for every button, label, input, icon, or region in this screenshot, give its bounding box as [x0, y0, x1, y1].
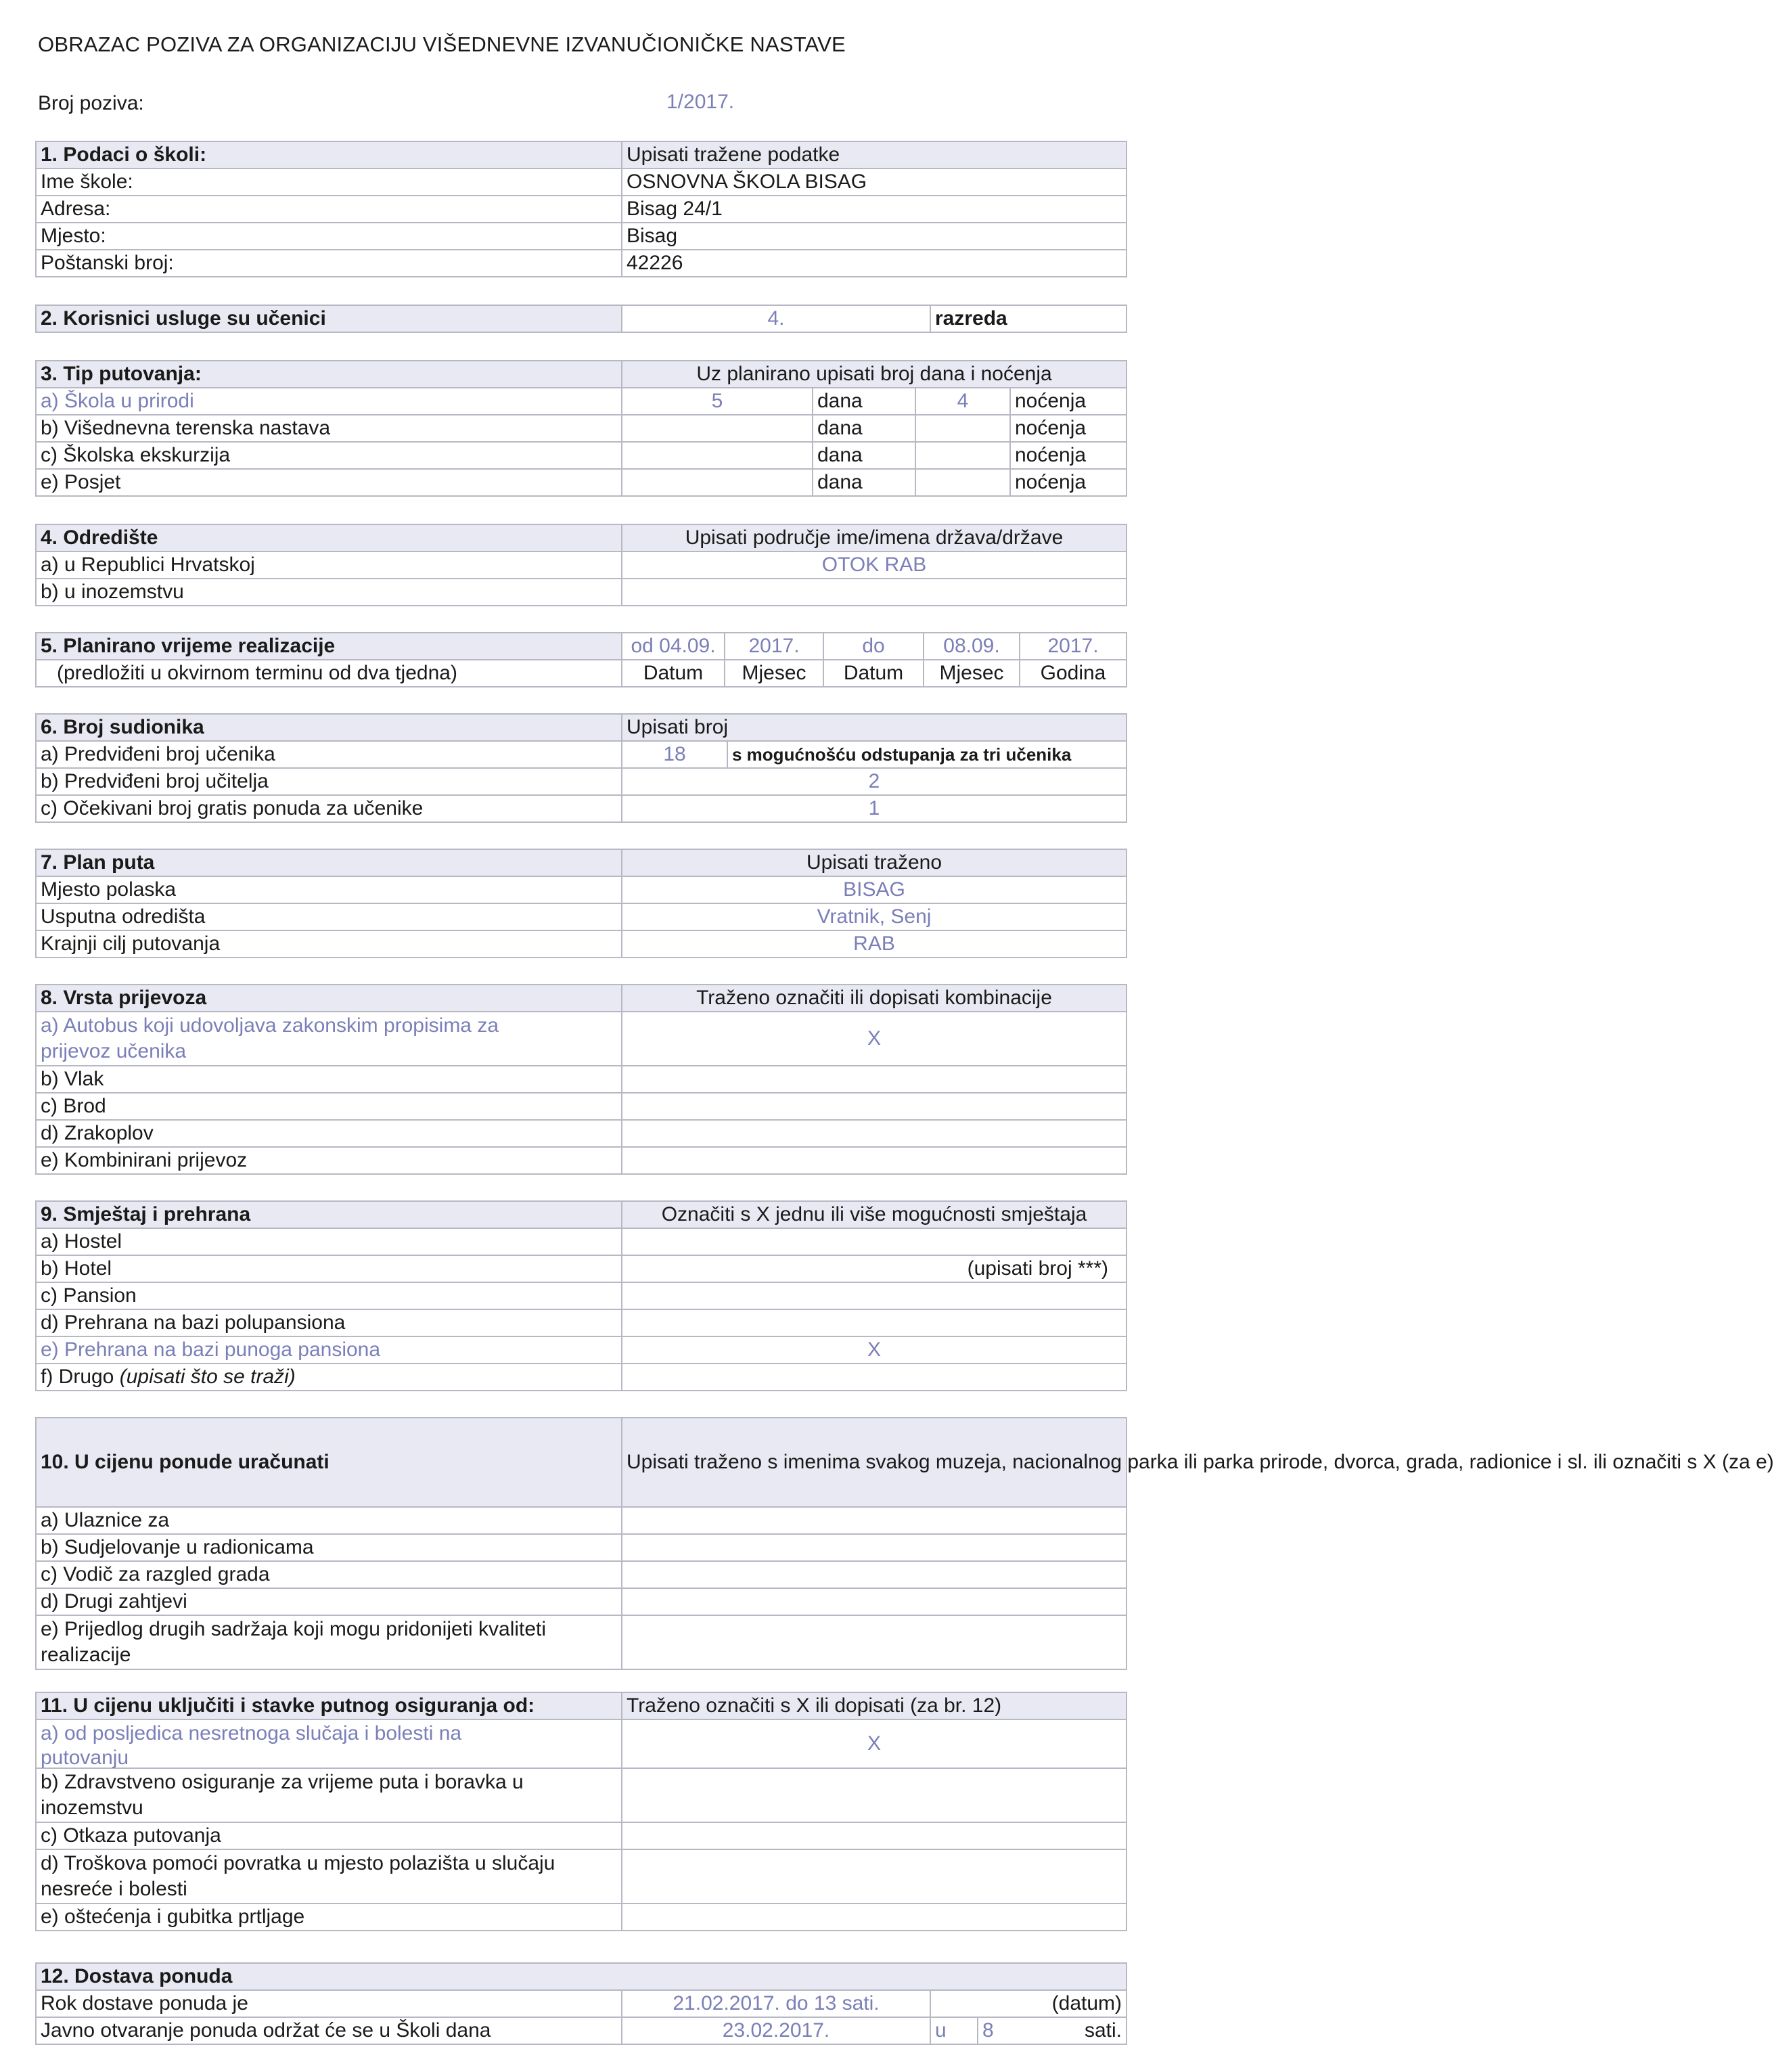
tickets-label: a) Ulaznice za — [36, 1507, 622, 1534]
half-board-label: d) Prehrana na bazi polupansiona — [36, 1309, 622, 1336]
accommodation-other-note: (upisati što se traži) — [119, 1366, 296, 1388]
section-title: 2. Korisnici usluge su učenici — [36, 305, 622, 332]
transport-bus-mark: X — [622, 1012, 1127, 1066]
nights-label: noćenja — [1010, 388, 1127, 415]
accommodation-other-label — [36, 1364, 622, 1391]
year-to-value: 2017. — [1020, 633, 1127, 660]
accommodation-pansion-label: c) Pansion — [36, 1282, 622, 1309]
section-title: 10. U cijenu ponude uračunati — [36, 1418, 622, 1507]
column-label: Datum — [823, 660, 924, 687]
accommodation-hostel-label: a) Hostel — [36, 1228, 622, 1255]
address-value: Bisag 24/1 — [622, 196, 1127, 223]
full-board-label: e) Prehrana na bazi punoga pansiona — [36, 1336, 622, 1364]
section-destination — [35, 524, 1127, 606]
other-content-line2: realizacije — [41, 1644, 131, 1666]
departure-label: Mjesto polaska — [36, 876, 622, 903]
final-destination-value: RAB — [622, 930, 1127, 958]
section-instruction: Upisati broj — [622, 714, 1127, 741]
trip-type-excursion: c) Školska ekskurzija — [36, 442, 622, 469]
trip-type-nature-school: a) Škola u prirodi — [36, 388, 622, 415]
nights-value: 4 — [915, 388, 1010, 415]
nights-value — [915, 415, 1010, 442]
opening-at: u — [930, 2017, 978, 2044]
days-value — [622, 442, 813, 469]
insurance-health-line1: b) Zdravstveno osiguranje za vrijeme puta i boravka u — [41, 1771, 524, 1793]
section-instruction: Traženo označiti s X ili dopisati (za br. 12) — [622, 1692, 1127, 1719]
teachers-label: b) Predviđeni broj učitelja — [36, 768, 622, 795]
insurance-luggage-label: e) oštećenja i gubitka prtljage — [36, 1904, 622, 1931]
days-value — [622, 469, 813, 496]
days-value: 5 — [622, 388, 813, 415]
destination-abroad-value — [622, 579, 1127, 606]
section-participant-count — [35, 713, 1127, 823]
section-itinerary — [35, 849, 1127, 958]
insurance-health-value — [622, 1768, 1127, 1822]
accommodation-other-value — [622, 1364, 1127, 1391]
transport-train-value — [622, 1066, 1127, 1093]
section-title: 3. Tip putovanja: — [36, 361, 622, 388]
insurance-health-label — [36, 1768, 622, 1822]
section-planned-time — [35, 632, 1127, 688]
row-label: Mjesto: — [36, 223, 622, 250]
section-instruction: Upisati traženo s imenima svakog muzeja, nacionalnog parka ili parka prirode, dvorca, grada, radionice i sl. ili označiti s X (za e) — [622, 1418, 1127, 1507]
trip-type-visit: e) Posjet — [36, 469, 622, 496]
tickets-value — [622, 1507, 1127, 1534]
section-instruction: Traženo označiti ili dopisati kombinacije — [622, 985, 1127, 1012]
accommodation-hotel-note: (upisati broj ***) — [622, 1255, 1127, 1282]
transport-combined-label: e) Kombinirani prijevoz — [36, 1147, 622, 1174]
section-trip-type — [35, 360, 1127, 497]
insurance-cancellation-label: c) Otkaza putovanja — [36, 1822, 622, 1849]
transport-plane-label: d) Zrakoplov — [36, 1120, 622, 1147]
section-title: 8. Vrsta prijevoza — [36, 985, 622, 1012]
insurance-accident-label — [36, 1719, 622, 1768]
other-requests-value — [622, 1588, 1127, 1615]
transport-bus-label — [36, 1012, 622, 1066]
teachers-value: 2 — [622, 768, 1127, 795]
nights-label: noćenja — [1010, 442, 1127, 469]
transport-ship-label: c) Brod — [36, 1093, 622, 1120]
section-instruction: Upisati traženo — [622, 849, 1127, 876]
opening-label: Javno otvaranje ponuda održat će se u Školi dana — [36, 2017, 622, 2044]
section-title: 7. Plan puta — [36, 849, 622, 876]
row-label: Poštanski broj: — [36, 250, 622, 277]
deadline-note: (datum) — [930, 1990, 1127, 2017]
section-instruction: Označiti s X jednu ili više mogućnosti smještaja — [622, 1201, 1127, 1228]
deadline-label: Rok dostave ponuda je — [36, 1990, 622, 2017]
row-label: Ime škole: — [36, 168, 622, 196]
days-label: dana — [813, 442, 915, 469]
section-price-includes — [35, 1417, 1774, 1670]
days-label: dana — [813, 469, 915, 496]
nights-value — [915, 442, 1010, 469]
section-school-data — [35, 141, 1127, 277]
days-label: dana — [813, 415, 915, 442]
transport-bus-line1: a) Autobus koji udovoljava zakonskim propisima za — [41, 1014, 499, 1037]
insurance-return-value — [622, 1849, 1127, 1904]
transport-bus-line2: prijevoz učenika — [41, 1040, 187, 1062]
section-insurance — [35, 1692, 1127, 1931]
other-requests-label: d) Drugi zahtjevi — [36, 1588, 622, 1615]
call-number-label: Broj poziva: — [38, 92, 144, 114]
grade-value: 4. — [622, 305, 930, 332]
insurance-return-line1: d) Troškova pomoći povratka u mjesto polazišta u slučaju — [41, 1852, 555, 1874]
transport-train-label: b) Vlak — [36, 1066, 622, 1093]
to-label: do — [823, 633, 924, 660]
final-destination-label: Krajnji cilj putovanja — [36, 930, 622, 958]
opening-hour-cell — [978, 2017, 1127, 2044]
column-label: Godina — [1020, 660, 1127, 687]
accommodation-hostel-value — [622, 1228, 1127, 1255]
year-from-value: 2017. — [725, 633, 823, 660]
opening-hour: 8 — [982, 2019, 994, 2042]
section-instruction: Upisati područje ime/imena država/države — [622, 524, 1127, 551]
days-label: dana — [813, 388, 915, 415]
section-instruction: Uz planirano upisati broj dana i noćenja — [622, 361, 1127, 388]
section-title: 5. Planirano vrijeme realizacije — [36, 633, 622, 660]
section-title: 12. Dostava ponuda — [36, 1963, 1127, 1990]
students-value: 18 — [622, 741, 727, 768]
half-board-value — [622, 1309, 1127, 1336]
row-label: Adresa: — [36, 196, 622, 223]
insurance-return-label — [36, 1849, 622, 1904]
section-title: 4. Odredište — [36, 524, 622, 551]
free-offers-label: c) Očekivani broj gratis ponuda za učenike — [36, 795, 622, 822]
other-content-line1: e) Prijedlog drugih sadržaja koji mogu pridonijeti kvaliteti — [41, 1618, 547, 1640]
city-guide-label: c) Vodič za razgled grada — [36, 1561, 622, 1588]
call-number-value: 1/2017. — [666, 91, 735, 113]
students-note: s mogućnošću odstupanja za tri učenika — [727, 741, 1127, 768]
accommodation-hotel-label: b) Hotel — [36, 1255, 622, 1282]
insurance-accident-mark: X — [622, 1719, 1127, 1768]
destination-croatia-label: a) u Republici Hrvatskoj — [36, 551, 622, 579]
accommodation-other-prefix: f) Drugo — [41, 1366, 120, 1388]
column-label: Datum — [622, 660, 725, 687]
stops-label: Usputna odredišta — [36, 903, 622, 930]
column-label: Mjesec — [924, 660, 1020, 687]
destination-abroad-label: b) u inozemstvu — [36, 579, 622, 606]
postal-code-value: 42226 — [622, 250, 1127, 277]
insurance-cancellation-value — [622, 1822, 1127, 1849]
section-transport — [35, 984, 1127, 1175]
date-from-value: od 04.09. — [622, 633, 725, 660]
nights-value — [915, 469, 1010, 496]
full-board-mark: X — [622, 1336, 1127, 1364]
stops-value: Vratnik, Senj — [622, 903, 1127, 930]
section-title: 6. Broj sudionika — [36, 714, 622, 741]
grade-suffix: razreda — [930, 305, 1127, 332]
insurance-health-line2: inozemstvu — [41, 1797, 143, 1819]
transport-ship-value — [622, 1093, 1127, 1120]
workshops-value — [622, 1534, 1127, 1561]
days-value — [622, 415, 813, 442]
students-label: a) Predviđeni broj učenika — [36, 741, 622, 768]
opening-date: 23.02.2017. — [622, 2017, 930, 2044]
insurance-accident-line1: a) od posljedica nesretnoga slučaja i bolesti na — [41, 1722, 462, 1744]
section-participants-grade — [35, 305, 1127, 333]
accommodation-pansion-value — [622, 1282, 1127, 1309]
section-title: 9. Smještaj i prehrana — [36, 1201, 622, 1228]
city-guide-value — [622, 1561, 1127, 1588]
school-name-value: OSNOVNA ŠKOLA BISAG — [622, 168, 1127, 196]
transport-combined-value — [622, 1147, 1127, 1174]
opening-hour-unit: sati. — [1085, 2019, 1122, 2042]
section-offer-delivery — [35, 1962, 1127, 2045]
insurance-accident-line2: putovanju — [41, 1747, 129, 1769]
destination-croatia-value: OTOK RAB — [622, 551, 1127, 579]
date-to-value: 08.09. — [924, 633, 1020, 660]
trip-type-field-teaching: b) Višednevna terenska nastava — [36, 415, 622, 442]
section-instruction: Upisati tražene podatke — [622, 141, 1127, 168]
form-title: OBRAZAC POZIVA ZA ORGANIZACIJU VIŠEDNEVNE IZVANUČIONIČKE NASTAVE — [38, 32, 846, 56]
section-accommodation — [35, 1200, 1127, 1391]
nights-label: noćenja — [1010, 469, 1127, 496]
nights-label: noćenja — [1010, 415, 1127, 442]
section-subtitle: (predložiti u okvirnom terminu od dva tjedna) — [36, 660, 622, 687]
departure-value: BISAG — [622, 876, 1127, 903]
other-content-label — [36, 1615, 622, 1669]
column-label: Mjesec — [725, 660, 823, 687]
section-title: 11. U cijenu uključiti i stavke putnog osiguranja od: — [36, 1692, 622, 1719]
other-content-value — [622, 1615, 1127, 1669]
free-offers-value: 1 — [622, 795, 1127, 822]
section-title: 1. Podaci o školi: — [36, 141, 622, 168]
place-value: Bisag — [622, 223, 1127, 250]
workshops-label: b) Sudjelovanje u radionicama — [36, 1534, 622, 1561]
transport-plane-value — [622, 1120, 1127, 1147]
insurance-return-line2: nesreće i bolesti — [41, 1878, 187, 1900]
insurance-luggage-value — [622, 1904, 1127, 1931]
deadline-value: 21.02.2017. do 13 sati. — [622, 1990, 930, 2017]
